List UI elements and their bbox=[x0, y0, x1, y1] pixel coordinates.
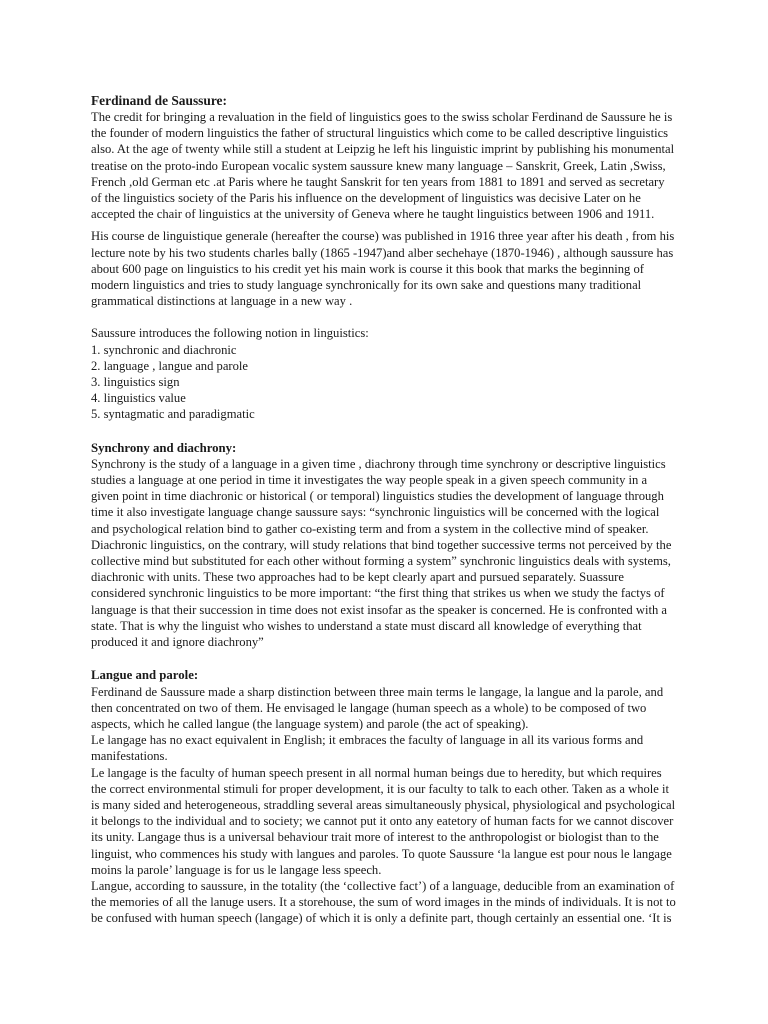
langue-paragraph-3: Le langage is the faculty of human speech present in all normal human beings due to heredity, but which requires the correct environmental stimuli for proper development, it is our faculty to talk to each other. Taken as a whole it is many sided and heterogeneous, straddling several areas simultaneously physical, physiological and psychological it belongs to the individual and to society; we cannot put it onto any eatetory of human facts for we cannot discover its unity. Langage thus is a universal behaviour trait more of interest to the anthropologist or biologist than to the linguist, who commences his study with langues and paroles. To quote Saussure ‘la langue est pour nous le langage moins la parole’ language is for us le langage less speech. bbox=[91, 765, 676, 877]
intro-paragraph-2: His course de linguistique generale (hereafter the course) was published in 1916 three year after his death , from his lecture note by his two students charles bally (1865 -1947)and alber sechehaye (1870-1946) , although saussure has about 600 page on linguistics to his credit yet his main work is course it this book that marks the beginning of modern linguistics and tries to study language synchronically for its own sake and questions many traditional grammatical distinctions at language in a new way . bbox=[91, 229, 675, 309]
intro-paragraph-1: The credit for bringing a revaluation in the field of linguistics goes to the swiss scholar Ferdinand de Saussure he is the founder of modern linguistics the father of structural linguistics which come to be called descriptive linguistics also. At the age of twenty while still a student at Leipzig he left his linguistic imprint by publishing his monumental treatise on the proto-indo European vocalic system saussure knew many language – Sanskrit, Greek, Latin ,Swiss, French ,old German etc .at Paris where he taught Sanskrit for ten years from 1881 to 1891 and served as secretary of the linguistics society of the Paris his influence on the development of linguistics was decisive Later on he accepted the chair of linguistics at the university of Geneva where he taught linguistics between 1906 and 1911. bbox=[91, 110, 675, 222]
langue-paragraph-4: Langue, according to saussure, in the totality (the ‘collective fact’) of a language, deducible from an examination of the memories of all the lanuge users. It a storehouse, the sum of word images in the minds of individuals. It is not to be confused with human speech (langage) of which it is only a definite part, though certainly an essential one. ‘It is bbox=[91, 878, 676, 926]
notions-lead: Saussure introduces the following notion in linguistics: bbox=[91, 326, 369, 341]
list-item: 5. syntagmatic and paradigmatic bbox=[91, 407, 255, 422]
synchrony-paragraph: Synchrony is the study of a language in a given time , diachrony through time synchrony or descriptive linguistics studies a language at one period in time it investigates the way people speak in a given speech community in a given point in time diachronic or historical ( or temporal) linguistics studies the development of language through time it also investigate language change saussure says: “synchronic linguistics will be concerned with the logical and psychological relation bind to gather co-existing term and from a system in the collective mind of speaker. Diachronic linguistics, on the contrary, will study relations that bind together successive terms not perceived by the collective mind but substituted for each other without forming a system” synchronic linguistics deals with systems, diachronic with units. These two approaches had to be kept clearly apart and pursued separately. Suassure considered synchronic linguistics to be more important: “the first thing that strikes us when we study the factys of language is that their succession in time does not exist insofar as the speaker is concerned. He is confronted with a state. That is why the linguist who wishes to understand a state must discard all knowledge of everything that produced it and ignore diachrony” bbox=[91, 456, 672, 650]
document-title: Ferdinand de Saussure: bbox=[91, 93, 227, 108]
list-item: 2. language , langue and parole bbox=[91, 358, 249, 373]
synchrony-heading: Synchrony and diachrony: bbox=[91, 440, 237, 455]
list-item: 1. synchronic and diachronic bbox=[91, 342, 237, 357]
langue-paragraph-2: Le langage has no exact equivalent in English; it embraces the faculty of language in all its various forms and manifestations. bbox=[91, 733, 644, 764]
list-item: 3. linguistics sign bbox=[91, 375, 180, 390]
list-item: 4. linguistics value bbox=[91, 391, 186, 406]
langue-paragraph-1: Ferdinand de Saussure made a sharp distinction between three main terms le langage, la langue and la parole, and then concentrated on two of them. He envisaged le langage (human speech as a whole) to be composed of two aspects, which he called langue (the language system) and parole (the act of speaking). bbox=[91, 684, 664, 731]
notions-list bbox=[91, 342, 676, 423]
langue-heading: Langue and parole: bbox=[91, 668, 199, 683]
